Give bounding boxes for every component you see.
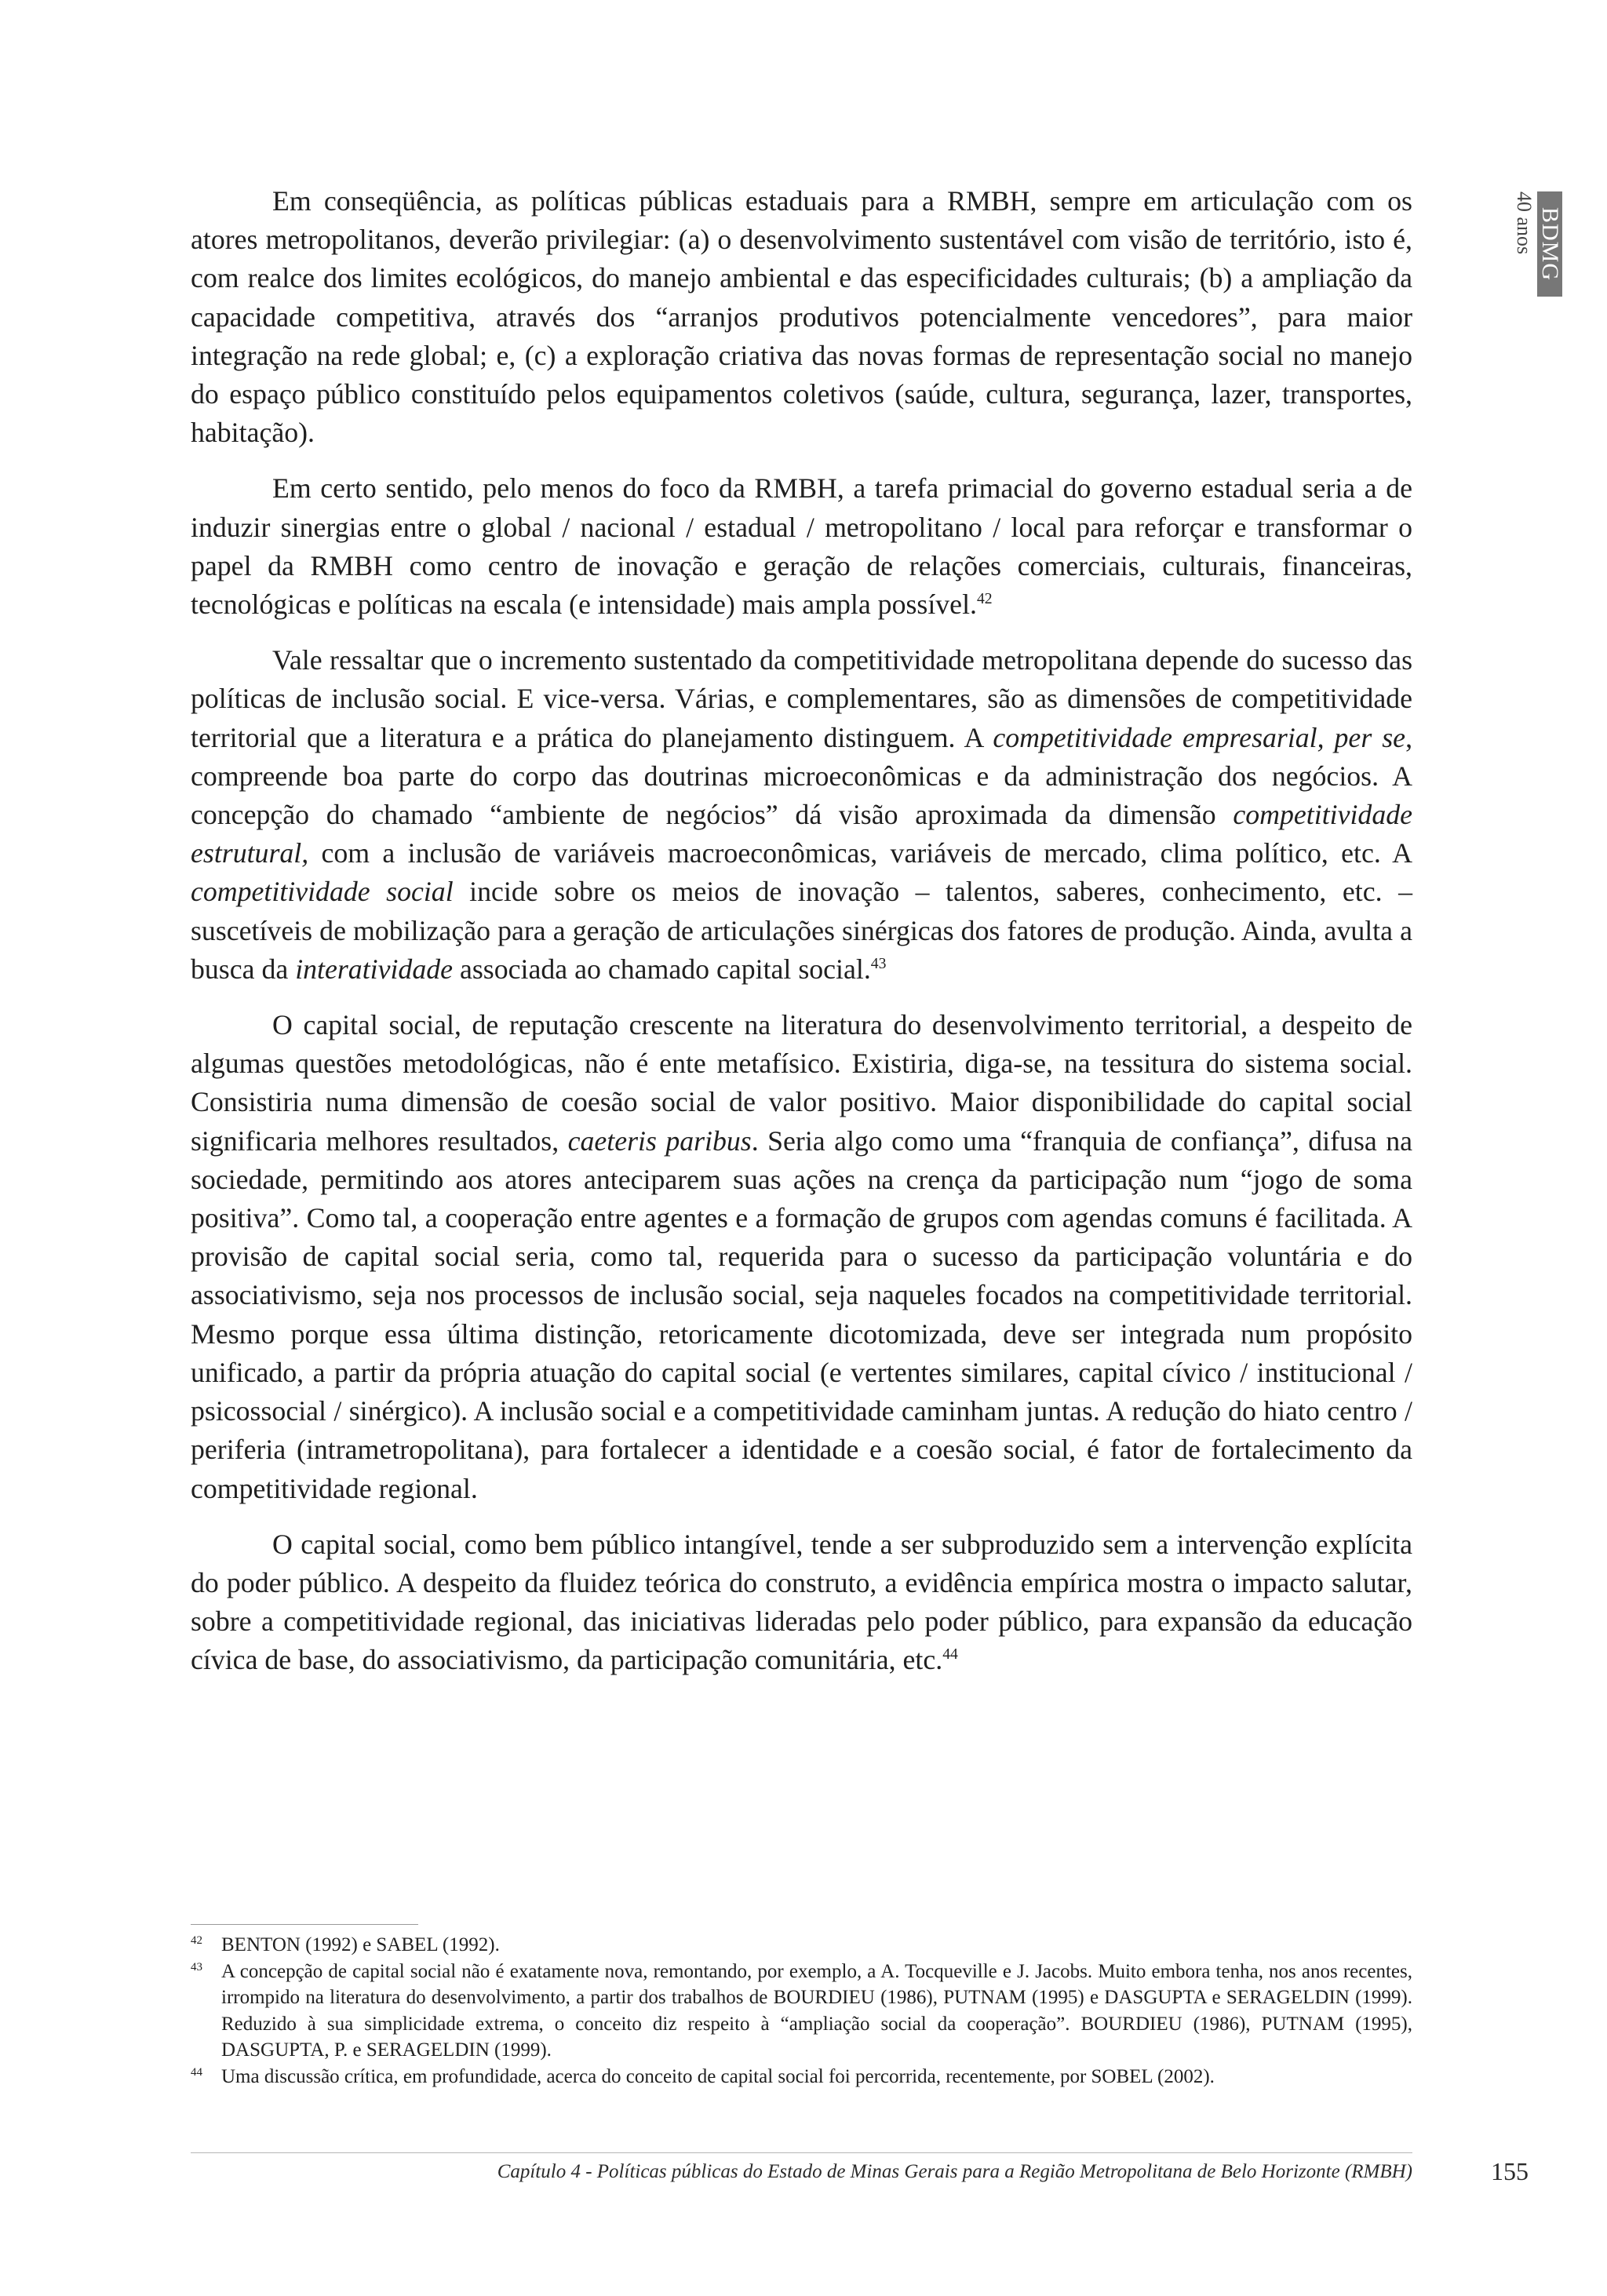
footnote-43 bbox=[191, 1959, 1412, 2064]
footnote-text: BENTON (1992) e SABEL (1992). bbox=[221, 1934, 500, 1955]
footnote-divider bbox=[191, 1924, 418, 1925]
italic-term: competitividade social bbox=[191, 876, 454, 908]
footnote-number: 42 bbox=[191, 1934, 202, 1947]
footnote-number: 44 bbox=[191, 2065, 202, 2079]
text-run: O capital social, como bem público intangível, tende a ser subproduzido sem a intervenção explícita do poder público. A despeito da fluidez teórica do construto, a evidência empírica mostra o impacto salutar, sobre a competitividade regional, das iniciativas lideradas pelo poder público, para expansão da educação cívica de base, do associativismo, da participação comunitária, etc. bbox=[191, 1528, 1412, 1676]
footer-divider bbox=[191, 2152, 1412, 2153]
paragraph bbox=[191, 1525, 1412, 1680]
bdmg-40-anos-badge bbox=[1512, 191, 1562, 297]
footnote-ref: 42 bbox=[976, 590, 993, 608]
text-run: com a inclusão de variáveis macroeconômicas, variáveis de mercado, clima político, etc. A bbox=[308, 837, 1412, 869]
badge-main-label: BDMG bbox=[1537, 191, 1562, 297]
text-run: Vale ressaltar que o incremento sustentado da competitividade metropolitana depende do sucesso das políticas de inclusão social. E vice-versa. Várias, e complementares, são as dimensões de competitividade territorial que a literatura e a prática do planejamento distinguem. A bbox=[191, 644, 1412, 753]
page-number: 155 bbox=[1491, 2157, 1529, 2185]
badge-sub-label: 40 anos bbox=[1513, 191, 1536, 255]
text-run: associada ao chamado capital social. bbox=[453, 953, 871, 985]
paragraph bbox=[191, 641, 1412, 989]
footnote-text: Uma discussão crítica, em profundidade, acerca do conceito de capital social foi percorrida, recentemente, por SOBEL (2002). bbox=[221, 2065, 1215, 2087]
footnote-ref: 44 bbox=[942, 1645, 958, 1664]
paragraph bbox=[191, 1006, 1412, 1508]
text-run: , compreende boa parte do corpo das doutrinas microeconômicas e da administração dos negócios. A concepção do chamado “ambiente de negócios” dá visão aproximada da dimensão bbox=[191, 721, 1413, 831]
footnote-number: 43 bbox=[191, 1960, 202, 1973]
text-run: Em certo sentido, pelo menos do foco da RMBH, a tarefa primacial do governo estadual seria a de induzir sinergias entre o global / nacional / estadual / metropolitano / local para reforçar e transformar o papel da RMBH como centro de inovação e geração de relações comerciais, culturais, financeiras, tecnológicas e políticas na escala (e intensidade) mais ampla possível. bbox=[191, 472, 1412, 621]
footnotes bbox=[191, 1932, 1412, 2090]
text-run: O capital social, de reputação crescente na literatura do desenvolvimento territorial, a despeito de algumas questões metodológicas, não é ente metafísico. Existiria, diga-se, na tessitura do sistema social. Consistiria numa dimensão de coesão social de valor positivo. Maior disponibilidade do capital social significaria melhores resultados, bbox=[191, 1009, 1412, 1157]
footnote-text: A concepção de capital social não é exatamente nova, remontando, por exemplo, a A. Tocqueville e J. Jacobs. Muito embora tenha, nos anos recentes, irrompido na literatura do desenvolvimento, a partir dos trabalhos de BOURDIEU (1986), PUTNAM (1995) e DASGUPTA e SERAGELDIN (1999). Reduzido à sua simplicidade extrema, o conceito diz respeito à “ampliação social da cooperação”. BOURDIEU (1986), PUTNAM (1995), DASGUPTA, P. e SERAGELDIN (1999). bbox=[221, 1960, 1412, 2061]
text-run: Em conseqüência, as políticas públicas estaduais para a RMBH, sempre em articulação com os atores metropolitanos, deverão privilegiar: (a) o desenvolvimento sustentável com visão de território, isto é, com realce dos limites ecológicos, do manejo ambiental e das especificidades culturais; (b) a ampliação da capacidade competitiva, através dos “arranjos produtivos potencialmente vencedores”, para maior integração na rede global; e, (c) a exploração criativa das novas formas de representação social no manejo do espaço público constituído pelos equipamentos coletivos (saúde, cultura, segurança, lazer, transportes, habitação). bbox=[191, 185, 1412, 449]
running-footer-chapter: Capítulo 4 - Políticas públicas do Estado de Minas Gerais para a Região Metropolitana de Belo Horizonte (RMBH) bbox=[497, 2161, 1412, 2182]
body-text bbox=[191, 182, 1412, 1697]
italic-term: competitividade estrutural, bbox=[191, 799, 1412, 869]
text-run: . Seria algo como uma “franquia de confiança”, difusa na sociedade, permitindo aos atores anteciparem suas ações na crença da participação num “jogo de soma positiva”. Como tal, a cooperação entre agentes e a formação de grupos com agendas comuns é facilitada. A provisão de capital social seria, como tal, requerida para o sucesso da participação voluntária e do associativismo, seja nos processos de inclusão social, seja naqueles focados na competitividade territorial. Mesmo porque essa última distinção, retoricamente dicotomizada, deve ser integrada num propósito unificado, a partir da própria atuação do capital social (e vertentes similares, capital cívico / institucional / psicossocial / sinérgico). A inclusão social e a competitividade caminham juntas. A redução do hiato centro / periferia (intrametropolitana), para fortalecer a identidade e a coesão social, é fator de fortalecimento da competitividade regional. bbox=[191, 1124, 1412, 1504]
paragraph bbox=[191, 469, 1412, 624]
italic-term: interatividade bbox=[295, 953, 454, 985]
footnote-ref: 43 bbox=[870, 954, 887, 972]
paragraph bbox=[191, 182, 1412, 452]
footnote-42 bbox=[191, 1932, 1412, 1959]
footnote-44 bbox=[191, 2064, 1412, 2090]
text-run: incide sobre os meios de inovação – talentos, saberes, conhecimento, etc. – suscetíveis de mobilização para a geração de articulações sinérgicas dos fatores de produção. Ainda, avulta a busca da bbox=[191, 876, 1412, 985]
italic-term: caeteris paribus bbox=[567, 1124, 752, 1157]
italic-term: competitividade empresarial, per se bbox=[993, 721, 1406, 753]
